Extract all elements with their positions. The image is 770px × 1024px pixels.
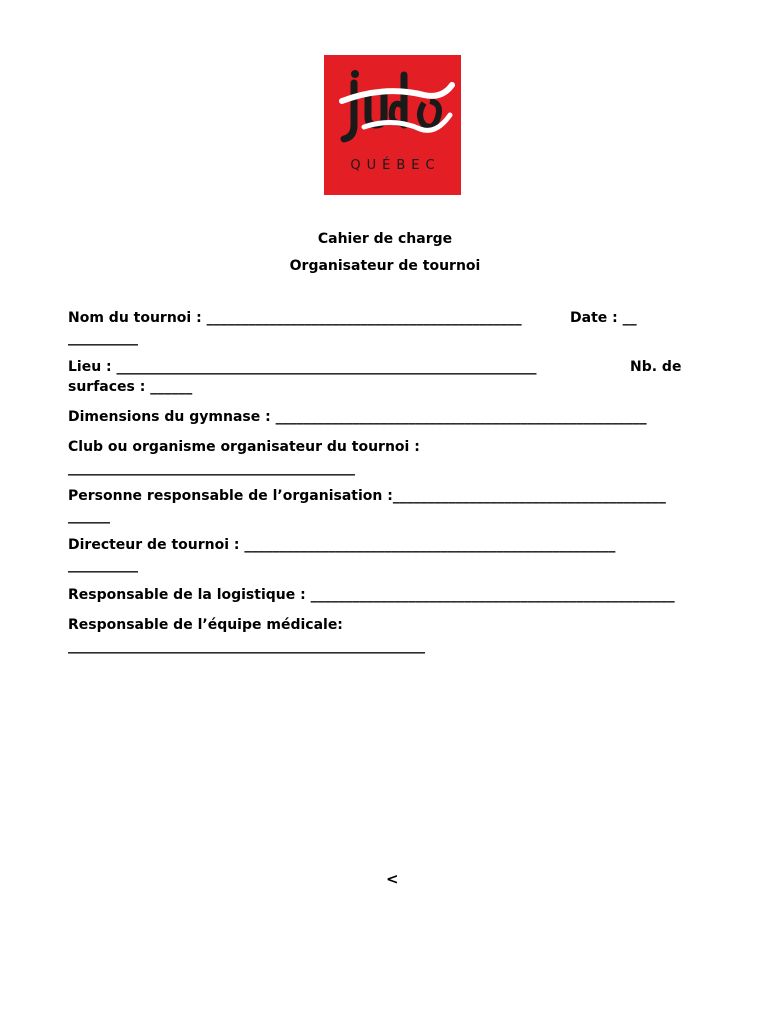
club-label: Club ou organisme organisateur du tournoi : [68,439,420,455]
dimensions-label: Dimensions du gymnase : [68,409,276,425]
field-dimensions [68,407,647,427]
field-surfaces [68,377,192,397]
directeur-blank-continued[interactable]: __________ [68,557,138,573]
directeur-label: Directeur de tournoi : [68,537,245,553]
logistique-label: Responsable de la logistique : [68,587,311,603]
field-lieu [68,357,537,377]
surfaces-label-part1: Nb. de [630,359,682,375]
judo-wordmark-icon [324,55,461,155]
surfaces-blank[interactable]: ______ [150,379,193,395]
directeur-blank[interactable]: _____________________________________________________ [244,537,616,553]
document-title: Cahier de charge [317,231,453,247]
footer-mark: < [386,870,399,888]
surfaces-label: surfaces : [68,379,151,395]
date-blank[interactable]: __________ [68,330,138,346]
date-label: Date : __ [570,310,637,326]
field-nom-tournoi [68,308,522,328]
lieu-blank[interactable]: ____________________________________________________________ [116,359,537,375]
dimensions-blank[interactable]: _____________________________________________________ [275,409,647,425]
logistique-blank[interactable]: ____________________________________________________ [310,587,675,603]
medicale-label: Responsable de l’équipe médicale: [68,617,343,633]
field-directeur [68,535,615,555]
judo-quebec-logo [324,55,461,195]
document-subtitle: Organisateur de tournoi [289,258,481,274]
personne-blank-continued[interactable]: ______ [68,508,110,524]
logo-subtitle: QUÉBEC [350,158,441,173]
field-personne [68,486,666,506]
personne-blank[interactable]: _______________________________________ [392,488,666,504]
personne-label: Personne responsable de l’organisation : [68,488,393,504]
club-blank[interactable]: _________________________________________ [68,460,355,476]
nom-tournoi-label: Nom du tournoi : [68,310,207,326]
medicale-blank[interactable]: ___________________________________________________ [68,638,425,654]
lieu-label: Lieu : [68,359,117,375]
nom-tournoi-blank[interactable]: _____________________________________________ [206,310,522,326]
field-logistique [68,585,675,605]
